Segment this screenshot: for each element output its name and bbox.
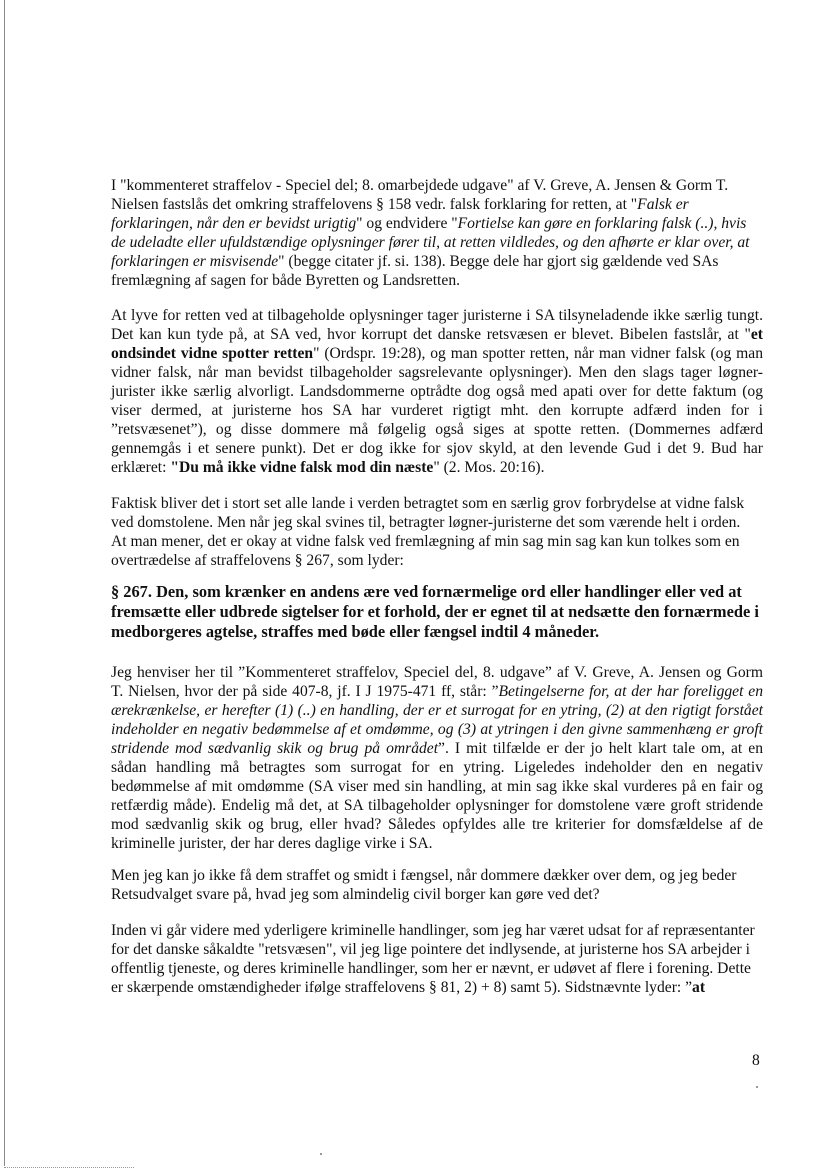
text-line	[111, 622, 599, 641]
text-line	[111, 195, 689, 214]
text-run: overtrædelse af straffelovens § 267, som lyder:	[111, 552, 404, 569]
text-run: Nielsen fastslås det omkring straffelovens § 158 vedr. falsk forklaring for retten, at "	[111, 196, 638, 213]
italic-text: Fortielse kan gøre en forklaring falsk (..), hvis	[457, 215, 747, 232]
text-run: vidner falsk, når man bevidst tilbageholder sagsrelevante oplysninger). Men den slags tager løgner-	[111, 364, 763, 381]
bold-text: at	[692, 979, 706, 996]
text-line	[111, 401, 763, 420]
text-line	[111, 532, 740, 551]
text-line	[111, 682, 763, 701]
scan-edge-line	[4, 0, 5, 1166]
text-run: gennemgås i et senere punkt). Det er dog ikke for sjov skyld, at den levende Gud i det 9. Bud har	[111, 440, 763, 457]
text-run: erklæret:	[111, 459, 171, 476]
bold-text: fremsætte eller udbrede sigtelser for et forhold, der er egnet til at nedsætte den fornærmede i	[111, 602, 759, 621]
text-line	[111, 458, 545, 477]
text-line	[111, 978, 705, 997]
text-line	[111, 494, 744, 513]
italic-text: Betingelserne for, at der har foreligget en	[498, 683, 763, 700]
text-line	[111, 513, 740, 532]
text-line	[111, 959, 751, 978]
italic-text: forklaringen er misvisende	[111, 253, 279, 270]
text-line	[111, 796, 763, 815]
bold-text: medborgeres agtelse, straffes med bøde eller fængsel indtil 4 måneder.	[111, 622, 600, 641]
text-run: viser dermed, at juristerne hos SA har vurderet rigtigt mht. den korrupte adfærd inden for i	[111, 402, 763, 419]
page-number: 8	[752, 1052, 760, 1069]
text-line	[111, 720, 763, 739]
text-run: sådan handling må betragtes som surrogat for en ytring. Ligeledes indeholder den en negativ	[111, 759, 763, 776]
text-run: Det kan kun tyde på, at SA ved, hvor korrupt det danske retsvæsen er blevet. Bibelen fastslår, at "	[111, 326, 751, 343]
text-line	[111, 551, 404, 570]
text-run: I "kommenteret straffelov - Speciel del; 8. omarbejdede udgave" af V. Greve, A. Jensen & Gorm T.	[111, 177, 729, 194]
text-line	[111, 252, 718, 271]
text-run: " (Ordspr. 19:28), og man spotter retten, når man vidner falsk (og man	[313, 345, 763, 362]
text-run: Men jeg kan jo ikke få dem straffet og smidt i fængsel, når dommere dækker over dem, og jeg beder	[111, 867, 737, 884]
text-line	[111, 271, 460, 290]
text-line	[111, 344, 763, 363]
scan-speck	[320, 1153, 322, 1155]
text-run: Faktisk bliver det i stort set alle lande i verden betragtet som en særlig grov forbrydelse at vidne falsk	[111, 495, 745, 512]
text-line	[111, 325, 763, 344]
text-line	[111, 306, 763, 325]
text-run: mod sædvanlig skik og brug, eller hvad? Således opfyldes alle tre kriterier for domsfældelse af de	[111, 816, 763, 833]
text-line	[111, 439, 763, 458]
text-run: T. Nielsen, hvor der på side 407-8, jf. I J 1975-471 ff, står: ”	[111, 683, 499, 700]
text-run: Jeg henviser her til ”Kommenteret straffelov, Speciel del, 8. udgave” af V. Greve, A. Jensen og Gorm	[111, 664, 763, 681]
italic-text: indeholder en negativ bedømmelse af et omdømme, og (3) at ytringen i den givne sammenhæng er groft	[111, 721, 763, 738]
text-run: At lyve for retten ved at tilbageholde oplysninger tager juristerne i SA tilsyneladende ikke særlig tungt.	[111, 307, 763, 324]
text-line	[111, 815, 763, 834]
text-run: " (begge citater jf. si. 138). Begge dele har gjort sig gældende ved SAs	[278, 253, 719, 270]
italic-text: stridende mod sædvanlig skik og brug på området	[111, 740, 439, 757]
text-run: offentlig tjeneste, og deres kriminelle handlinger, som her er nævnt, er udøvet af flere i forening. Dette	[111, 960, 751, 977]
text-line	[111, 363, 763, 382]
text-line	[111, 701, 763, 720]
text-run: kriminelle jurister, der har deres daglige virke i SA.	[111, 835, 433, 852]
text-run: " (2. Mos. 20:16).	[433, 459, 545, 476]
text-run: fremlægning af sagen for både Byretten og Landsretten.	[111, 272, 461, 289]
bold-text: et	[750, 326, 763, 343]
text-run: retfærdig måde). Endelig må det, at SA tilbageholder oplysninger for domstolene være groft stridende	[111, 797, 763, 814]
text-run: ved domstolene. Men når jeg skal svines til, betragter løgner-juristerne det som værende helt i orden.	[111, 514, 741, 531]
text-line	[111, 940, 750, 959]
italic-text: forklaringen, når den er bevidst urigtig	[111, 215, 357, 232]
text-line	[111, 885, 600, 904]
text-run: ”retsvæsenet”), og disse dommere må følgelig også siges at spotte retten. (Dommernes adfærd	[111, 421, 763, 438]
text-run: " og endvidere "	[356, 215, 458, 232]
text-run: bedømmelse af mit omdømme (SA viser med sin handling, at min sag ikke skal vurderes på en fair og	[111, 778, 763, 795]
text-line	[111, 233, 750, 252]
bold-text: § 267. Den, som krænker en andens ære ved fornærmelige ord eller handlinger eller ved at	[111, 582, 742, 601]
italic-text: ærekrænkelse, er herefter (1) (..) en handling, der er et surrogat for en ytring, (2) at den rigtigt forstået	[111, 702, 763, 719]
text-line	[111, 663, 763, 682]
italic-text: de udeladte eller ufuldstændige oplysninger fører til, at retten vildledes, og den afhørte er klar over, at	[111, 234, 750, 251]
bold-text: ondsindet vidne spotter retten	[111, 345, 314, 362]
text-line	[111, 420, 763, 439]
text-line	[111, 834, 433, 853]
text-run: At man mener, det er okay at vidne falsk ved fremlægning af min sag min sag kan kun tolkes som en	[111, 533, 740, 550]
text-line	[111, 214, 746, 233]
text-run: er skærpende omstændigheder ifølge straffelovens § 81, 2) + 8) samt 5). Sidstnævnte lyder: ”	[111, 979, 693, 996]
text-line	[111, 602, 759, 621]
text-line	[111, 176, 728, 195]
text-run: jurister ikke særlig alvorligt. Landsdommerne optrådte dog også med apati over for dette faktum (og	[111, 383, 763, 400]
text-line	[111, 921, 755, 940]
text-line	[111, 582, 742, 601]
text-line	[111, 758, 763, 777]
text-line	[111, 739, 763, 758]
scan-speck	[756, 1086, 758, 1088]
text-run: Inden vi går videre med yderligere kriminelle handlinger, som jeg har været udsat for af repræsentanter	[111, 922, 755, 939]
italic-text: Falsk er	[637, 196, 689, 213]
text-run: for det danske såkaldte "retsvæsen", vil jeg lige pointere det indlysende, at juristerne hos SA arbejder i	[111, 941, 750, 958]
text-line	[111, 866, 736, 885]
text-run: ”. I mit tilfælde er der jo helt klart tale om, at en	[438, 740, 763, 757]
text-line	[111, 382, 763, 401]
text-run: Retsudvalget svare på, hvad jeg som almindelig civil borger kan gøre ved det?	[111, 886, 600, 903]
bold-text: "Du må ikke vidne falsk mod din næste	[170, 459, 434, 476]
text-line	[111, 777, 763, 796]
